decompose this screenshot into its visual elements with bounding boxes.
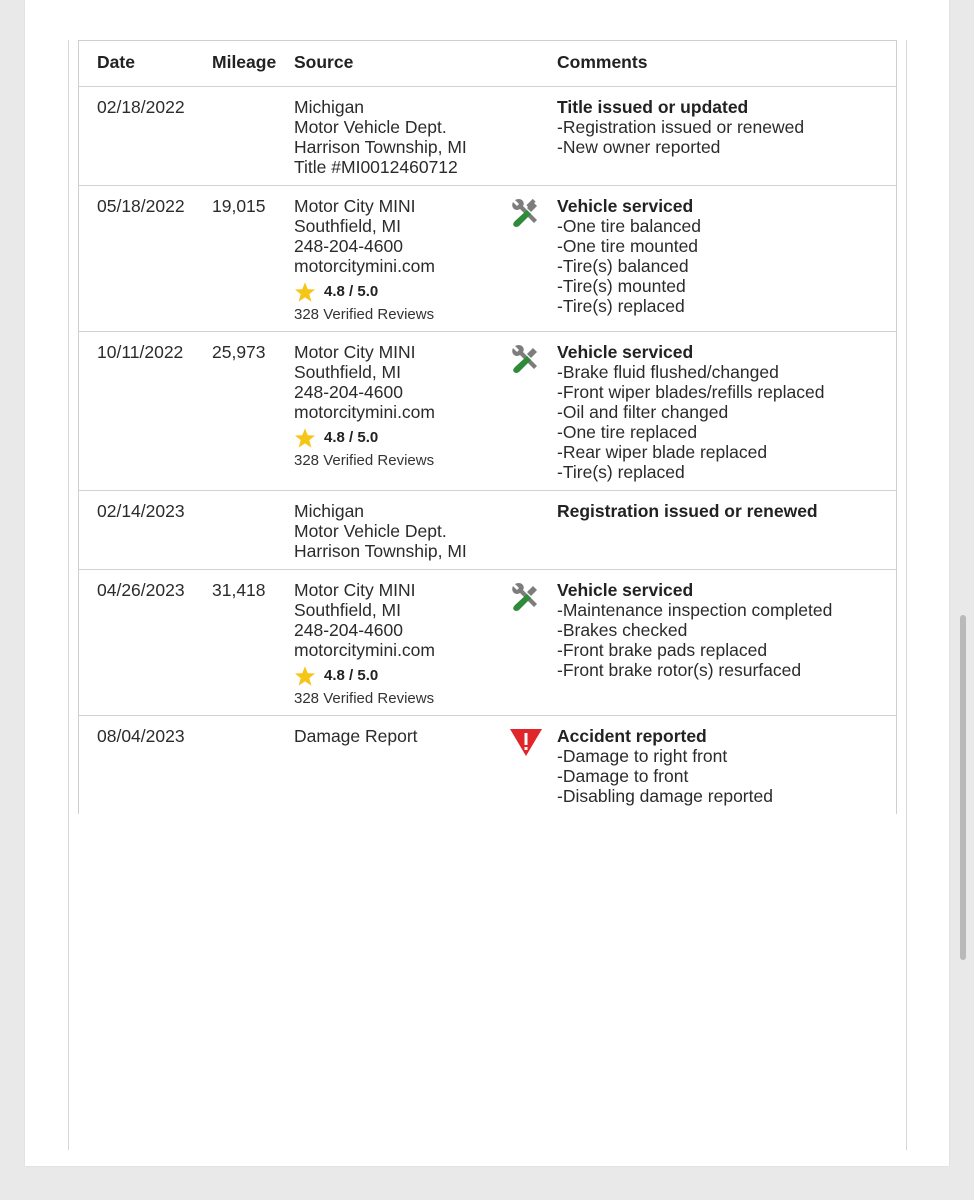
source-line: 248-204-4600	[294, 236, 403, 256]
comment-item: -Disabling damage reported	[557, 786, 773, 806]
wrench-screwdriver-icon	[509, 580, 543, 614]
comment-item: -Tire(s) replaced	[557, 296, 685, 316]
source-line: Harrison Township, MI	[294, 137, 467, 157]
row-source	[294, 726, 494, 746]
row-comments	[557, 501, 887, 521]
comment-item: -Maintenance inspection completed	[557, 600, 833, 620]
row-comments	[557, 726, 887, 806]
comment-title: Vehicle serviced	[557, 342, 694, 362]
comment-item: -Tire(s) balanced	[557, 256, 689, 276]
comment-title: Title issued or updated	[557, 97, 749, 117]
source-line: 248-204-4600	[294, 382, 403, 402]
source-line: Title #MI0012460712	[294, 157, 458, 177]
comment-item: -Oil and filter changed	[557, 402, 729, 422]
source-line: Southfield, MI	[294, 362, 401, 382]
source-line: Motor Vehicle Dept.	[294, 117, 447, 137]
comment-title: Vehicle serviced	[557, 580, 694, 600]
source-line: 248-204-4600	[294, 620, 403, 640]
table-row	[79, 186, 896, 332]
scrollbar-thumb[interactable]	[960, 615, 966, 960]
row-mileage: 25,973	[212, 342, 266, 362]
source-line: Michigan	[294, 97, 365, 117]
comment-title: Registration issued or renewed	[557, 501, 818, 521]
row-date: 05/18/2022	[97, 196, 185, 216]
source-line: Harrison Township, MI	[294, 541, 467, 561]
vehicle-history-table	[78, 40, 897, 814]
row-comments	[557, 342, 887, 482]
star-icon	[294, 665, 316, 687]
source-line: Motor City MINI	[294, 342, 416, 362]
warning-triangle-icon	[509, 726, 543, 760]
source-line: Michigan	[294, 501, 365, 521]
header-date: Date	[97, 52, 135, 72]
page-frame-left	[68, 40, 69, 1150]
comment-item: -New owner reported	[557, 137, 721, 157]
row-comments	[557, 196, 887, 316]
source-line: Southfield, MI	[294, 216, 401, 236]
row-source	[294, 580, 494, 709]
comment-item: -Front wiper blades/refills replaced	[557, 382, 825, 402]
source-line: Motor City MINI	[294, 196, 416, 216]
comment-item: -Damage to right front	[557, 746, 728, 766]
header-mileage: Mileage	[212, 52, 277, 72]
rating-value: 4.8 / 5.0	[324, 283, 379, 300]
row-date: 10/11/2022	[97, 342, 184, 362]
comment-item: -Front brake pads replaced	[557, 640, 768, 660]
rating-value: 4.8 / 5.0	[324, 667, 379, 684]
comment-item: -Damage to front	[557, 766, 689, 786]
source-line: Southfield, MI	[294, 600, 401, 620]
dealer-rating	[294, 281, 494, 303]
wrench-screwdriver-icon	[509, 196, 543, 230]
table-header-row	[79, 41, 896, 87]
table-row	[79, 332, 896, 491]
row-comments	[557, 580, 887, 680]
row-date: 08/04/2023	[97, 726, 185, 746]
table-row	[79, 570, 896, 716]
header-source: Source	[294, 52, 354, 72]
row-mileage: 19,015	[212, 196, 266, 216]
row-source	[294, 342, 494, 471]
source-line: Motor City MINI	[294, 580, 416, 600]
wrench-screwdriver-icon	[509, 342, 543, 376]
table-row	[79, 491, 896, 570]
row-source	[294, 501, 494, 561]
reviews-count[interactable]: 328 Verified Reviews	[294, 452, 435, 469]
comment-title: Vehicle serviced	[557, 196, 694, 216]
comment-title: Accident reported	[557, 726, 707, 746]
star-icon	[294, 427, 316, 449]
comment-item: -Rear wiper blade replaced	[557, 442, 768, 462]
reviews-count[interactable]: 328 Verified Reviews	[294, 690, 435, 707]
row-comments	[557, 97, 887, 157]
reviews-count[interactable]: 328 Verified Reviews	[294, 306, 435, 323]
source-line: Damage Report	[294, 726, 418, 746]
comment-item: -Brake fluid flushed/changed	[557, 362, 779, 382]
header-comments: Comments	[557, 52, 648, 72]
row-date: 04/26/2023	[97, 580, 185, 600]
rating-value: 4.8 / 5.0	[324, 429, 379, 446]
comment-item: -One tire balanced	[557, 216, 701, 236]
comment-item: -Registration issued or renewed	[557, 117, 805, 137]
source-link[interactable]: motorcitymini.com	[294, 256, 435, 276]
dealer-rating	[294, 665, 494, 687]
star-icon	[294, 281, 316, 303]
comment-item: -Tire(s) replaced	[557, 462, 685, 482]
source-link[interactable]: motorcitymini.com	[294, 402, 435, 422]
comment-item: -One tire replaced	[557, 422, 698, 442]
row-date: 02/14/2023	[97, 501, 185, 521]
comment-item: -One tire mounted	[557, 236, 699, 256]
row-date: 02/18/2022	[97, 97, 185, 117]
row-mileage: 31,418	[212, 580, 266, 600]
source-link[interactable]: motorcitymini.com	[294, 640, 435, 660]
dealer-rating	[294, 427, 494, 449]
table-row	[79, 716, 896, 814]
comment-item: -Front brake rotor(s) resurfaced	[557, 660, 802, 680]
comment-item: -Tire(s) mounted	[557, 276, 686, 296]
page-frame-right	[906, 40, 907, 1150]
table-row	[79, 87, 896, 186]
source-line: Motor Vehicle Dept.	[294, 521, 447, 541]
comment-item: -Brakes checked	[557, 620, 688, 640]
row-source	[294, 196, 494, 325]
row-source	[294, 97, 494, 177]
